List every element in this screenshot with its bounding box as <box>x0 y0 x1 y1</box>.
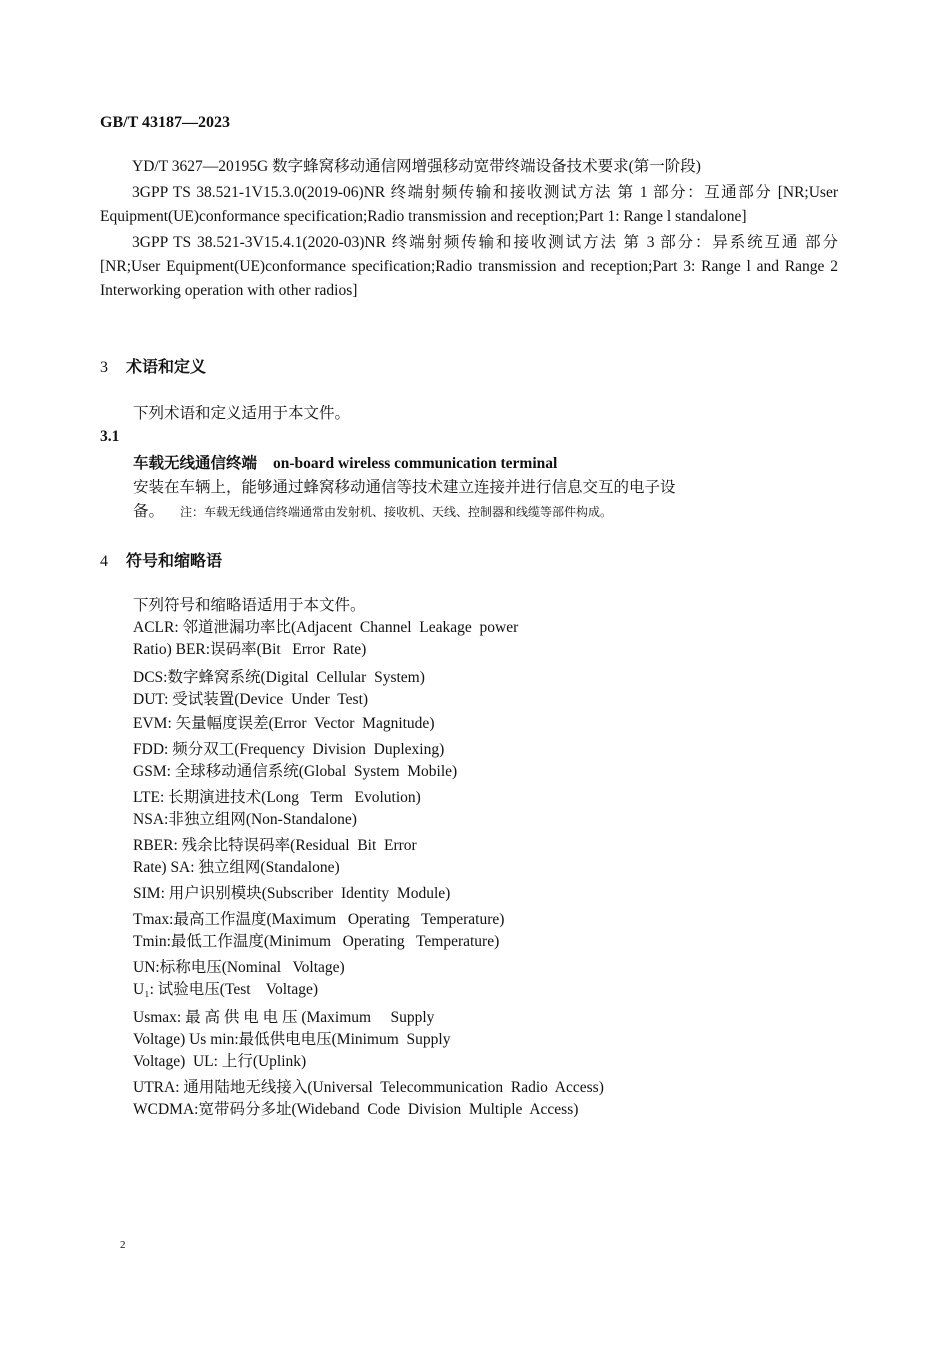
section-number: 4 <box>100 553 108 570</box>
abbreviation-line: Voltage) Us min:最低供电电压(Minimum Supply <box>133 1031 451 1048</box>
section-title: 术语和定义 <box>126 359 207 376</box>
section-3-heading <box>100 354 206 377</box>
reference-item: 3GPP TS 38.521-1V15.3.0(2019-06)NR 终端射频传输和接收测试方法 第 1 部分：互通部分 [NR;User Equipment(UE)conformance specification;Radio transmission and reception;Part 1: Range l standalone] <box>100 184 838 225</box>
term-chinese: 车载无线通信终端 <box>133 455 258 472</box>
normative-references <box>100 155 838 305</box>
term-title <box>133 451 557 473</box>
page-number: 2 <box>120 1239 126 1251</box>
abbreviation-line: LTE: 长期演进技术(Long Term Evolution) <box>133 789 421 806</box>
term-note: 注：车载无线通信终端通常由发射机、接收机、天线、控制器和线缆等部件构成。 <box>180 505 613 519</box>
abbreviation-line: SIM: 用户识别模块(Subscriber Identity Module) <box>133 885 451 902</box>
abbreviation-list <box>133 595 733 1121</box>
term-definition <box>133 476 723 524</box>
reference-item: YD/T 3627—20195G 数字蜂窝移动通信网增强移动宽带终端设备技术要求(第一阶段) <box>132 158 701 175</box>
abbreviation-line: Ratio) BER:误码率(Bit Error Rate) <box>133 641 367 658</box>
abbreviation-line: UTRA: 通用陆地无线接入(Universal Telecommunication Radio Access) <box>133 1079 604 1096</box>
abbreviation-line: EVM: 矢量幅度误差(Error Vector Magnitude) <box>133 715 435 732</box>
abbreviation-line: Voltage) UL: 上行(Uplink) <box>133 1053 307 1070</box>
section-number: 3 <box>100 359 108 376</box>
section-3-intro: 下列术语和定义适用于本文件。 <box>133 405 351 422</box>
section-4-heading <box>100 548 222 571</box>
abbreviation-line: DUT: 受试装置(Device Under Test) <box>133 691 369 708</box>
abbreviation-line: RBER: 残余比特误码率(Residual Bit Error <box>133 837 417 854</box>
document-id: GB/T 43187—2023 <box>100 114 230 131</box>
abbreviation-line: NSA:非独立组网(Non-Standalone) <box>133 811 357 828</box>
abbreviation-line: Tmin:最低工作温度(Minimum Operating Temperature) <box>133 933 500 950</box>
abbreviation-line: UN:标称电压(Nominal Voltage) <box>133 959 345 976</box>
definition-line: 安装在车辆上，能够通过蜂窝移动通信等技术建立连接并进行信息交互的电子设 <box>133 479 676 496</box>
abbreviation-line: WCDMA:宽带码分多址(Wideband Code Division Multiple Access) <box>133 1101 579 1118</box>
abbreviation-line: Usmax: 最 高 供 电 电 压 (Maximum Supply <box>133 1009 435 1026</box>
abbreviation-line: DCS:数字蜂窝系统(Digital Cellular System) <box>133 669 425 686</box>
abbreviation-line: Tmax:最高工作温度(Maximum Operating Temperature) <box>133 911 505 928</box>
term-english: on-board wireless communication terminal <box>273 455 558 472</box>
section-4-intro: 下列符号和缩略语适用于本文件。 <box>133 597 366 614</box>
reference-item: 3GPP TS 38.521-3V15.4.1(2020-03)NR 终端射频传输和接收测试方法 第 3 部分：异系统互通 部分[NR;User Equipment(UE)conformance specification;Radio transmission and reception;Part 3: Range l and Range 2 Interworking operation with other radios] <box>100 234 838 299</box>
definition-line: 备。 <box>133 503 165 520</box>
abbreviation-line: Rate) SA: 独立组网(Standalone) <box>133 859 340 876</box>
abbreviation-line: GSM: 全球移动通信系统(Global System Mobile) <box>133 763 458 780</box>
abbreviation-line: U₁: 试验电压(Test Voltage) <box>133 981 318 998</box>
abbreviation-line: FDD: 频分双工(Frequency Division Duplexing) <box>133 741 445 758</box>
abbreviation-line: ACLR: 邻道泄漏功率比(Adjacent Channel Leakage power <box>133 619 519 636</box>
term-number: 3.1 <box>100 428 120 445</box>
section-title: 符号和缩略语 <box>126 553 223 570</box>
